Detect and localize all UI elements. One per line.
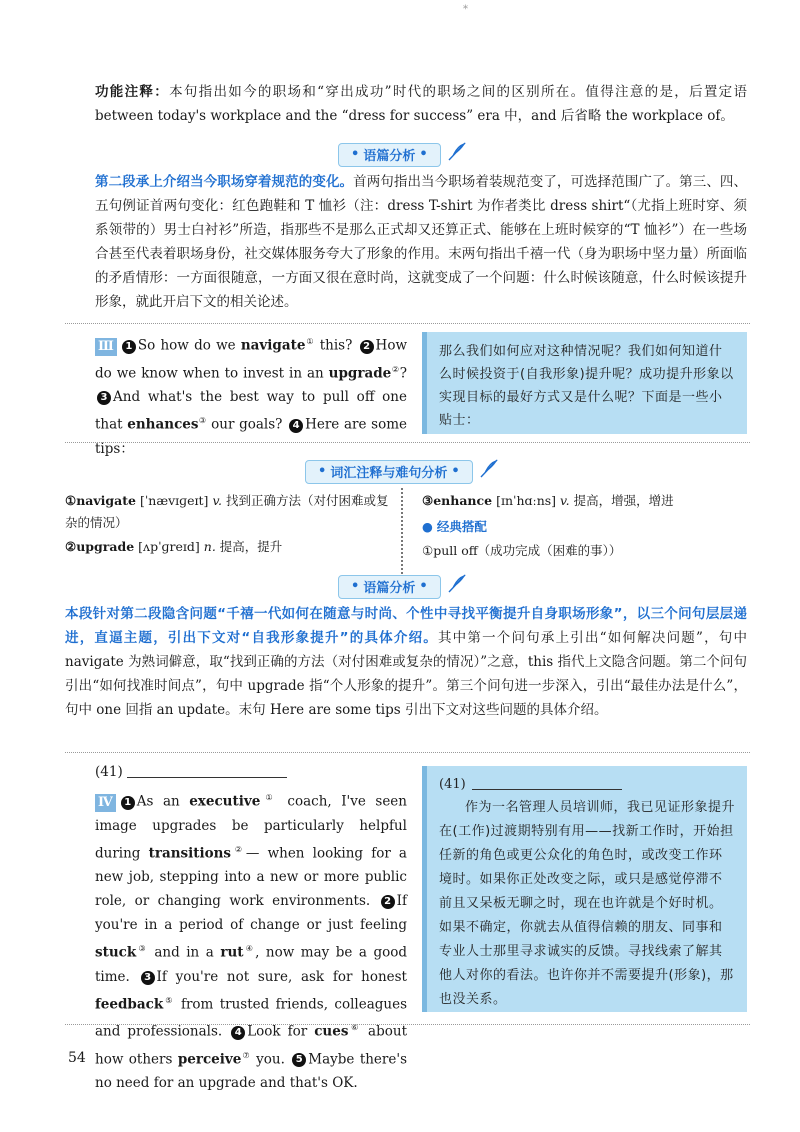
sentence-number: 1 xyxy=(121,796,135,810)
para3-text: 其中第一个问句承上引出“如何解决问题”，句中 navigate 为熟词僻意，取“找到正确的方法（对付困难或复杂的情况）”之意，this 指代上文隐含问题。第二个问句引出“如何找准时间点”，句中 upgrade 指“个人形象的提升”。第三个问句进一步深入，引出“最佳办法是什么”，句中 one 回指 an update。末句 Here are some tips 引出下文对这些问题的具体介绍。 xyxy=(65,630,747,718)
para3-analysis xyxy=(65,602,747,722)
sentence-number: 3 xyxy=(141,971,155,985)
discourse-badge-label: 语篇分析 xyxy=(363,581,416,596)
quill-icon xyxy=(446,140,468,162)
answer-blank[interactable] xyxy=(127,763,287,778)
divider xyxy=(65,323,750,324)
para3-lead: 本段针对第二段隐含问题“千禧一代如何在随意与时尚、个性中寻找平衡提升自身职场形象”，以三个问句层层递进，直逼主题，引出下文对“自我形象提升”的具体介绍。 xyxy=(65,606,747,646)
section3-translation-box xyxy=(422,332,747,434)
para2-analysis xyxy=(95,170,747,314)
section3-translation: 那么我们如何应对这种情况呢？我们如何知道什么时候投资于(自我形象)提升呢？成功提升形象以实现目标的最好方式又是什么呢？下面是一些小贴士： xyxy=(439,344,734,428)
vocab-enhances: enhances xyxy=(127,416,199,433)
vocab-right xyxy=(422,490,752,562)
vocab-entry-navigate: ①navigate [ˈnævɪɡeɪt] v. 找到正确方法（对付困难或复杂的情况） xyxy=(65,493,389,530)
vocab-left xyxy=(65,490,395,558)
divider xyxy=(65,1024,750,1025)
sentence-number: 2 xyxy=(360,340,374,354)
chain-divider xyxy=(401,488,411,578)
section4-translation-box xyxy=(422,766,747,1012)
sentence-number: 3 xyxy=(97,391,111,405)
section3-roman: Ⅲ xyxy=(95,338,117,356)
translation-blank-41: (41) xyxy=(439,774,735,796)
blank-41[interactable]: (41) xyxy=(95,763,287,780)
sentence-number: 4 xyxy=(289,419,303,433)
section3-text: Ⅲ 1 So how do we navigate① this? 2 How do we know when to invest in an upgrade②? 3 And what's the best way to pull off one that enhances③ our goals? 4 Here are some tips： xyxy=(95,337,408,457)
discourse-badge-label: 语篇分析 xyxy=(363,149,416,164)
section4-translation: 作为一名管理人员培训师，我已见证形象提升在(工作)过渡期特别有用——找新工作时，开始担任新的角色或更公众化的角色时，或改变工作环境时。如果你正处改变之际，或只是感觉停滞不前且又呆板无聊之时，现在也许就是个好时机。如果不确定，你就去从值得信赖的朋友、同事和专业人士那里寻求诚实的反馈。寻找线索了解其他人对你的看法。也许你并不需要提升(形象)，那也没关系。 xyxy=(439,800,736,1007)
divider xyxy=(65,442,750,443)
para2-lead: 第二段承上介绍当今职场穿着规范的变化。 xyxy=(95,174,354,190)
vocab-badge: • 词汇注释与难句分析 • xyxy=(305,457,500,484)
discourse-badge-2: • 语篇分析 • xyxy=(338,572,468,599)
vocab-entry-upgrade: ②upgrade [ʌpˈɡreɪd] n. 提高，提升 xyxy=(65,539,283,554)
sentence-number: 2 xyxy=(381,895,395,909)
collocation-heading: ● 经典搭配 xyxy=(422,519,487,534)
page-number: 54 xyxy=(68,1050,86,1066)
section4-text: Ⅳ 1 As an executive① coach, I've seen image upgrades be particularly helpful during transitions②— when looking for a new job, stepping into a new or more public role, or changing work environments. 2 If you're in a period of change or just feeling stuck③ and in a rut④, now may be a good time. 3 If you're not sure, ask for honest feedback⑤ from trusted friends, colleagues and professionals. 4 Look for cues⑥ about how others perceive⑦ you. 5 Maybe there's no need for an upgrade and that's OK. xyxy=(95,793,408,1091)
sentence-number: 5 xyxy=(292,1053,306,1067)
section4-roman: Ⅳ xyxy=(95,794,116,812)
collocation-item: ①pull off（成功完成（困难的事）） xyxy=(422,543,622,558)
quill-icon xyxy=(446,572,468,594)
function-note-text: 本句指出如今的职场和“穿出成功”时代的职场之间的区别所在。值得注意的是，后置定语 between today's workplace and the “dress for success” era 中，and 后省略 the workplace of。 xyxy=(95,84,747,124)
discourse-badge-1: • 语篇分析 • xyxy=(338,140,468,167)
vocab-badge-label: 词汇注释与难句分析 xyxy=(330,466,448,481)
vocab-entry-enhance: ③enhance [ɪnˈhɑːns] v. 提高，增强，增进 xyxy=(422,493,674,508)
sentence-number: 1 xyxy=(122,340,136,354)
top-mark: * xyxy=(463,4,468,15)
vocab-upgrade: upgrade xyxy=(328,365,392,381)
para2-text: 首两句指出当今职场着装规范变了，可选择范围广了。第三、四、五句例证首两句变化：红色跑鞋和 T 恤衫（注：dress T-shirt 为作者类比 dress shirt“（尤指上班时穿、须系领带的）男士白衬衫”所造，指那些不是那么正式却又还算正式、能够在上班时候穿的“T 恤衫”）在一些场合甚至代表着职场身份，社交媒体服务夸大了形象的作用。末两句指出千禧一代（身为职场中坚力量）所面临的矛盾情形：一方面很随意，一方面又很在意时尚，这就变成了一个问题：什么时候该随意，什么时候该提升形象，就此开启下文的相关论述。 xyxy=(95,174,748,310)
divider xyxy=(65,752,750,753)
function-note xyxy=(95,80,747,128)
vocab-navigate: navigate xyxy=(240,337,306,354)
sentence-number: 4 xyxy=(231,1026,245,1040)
quill-icon xyxy=(478,457,500,479)
function-note-label: 功能注释： xyxy=(95,84,170,100)
